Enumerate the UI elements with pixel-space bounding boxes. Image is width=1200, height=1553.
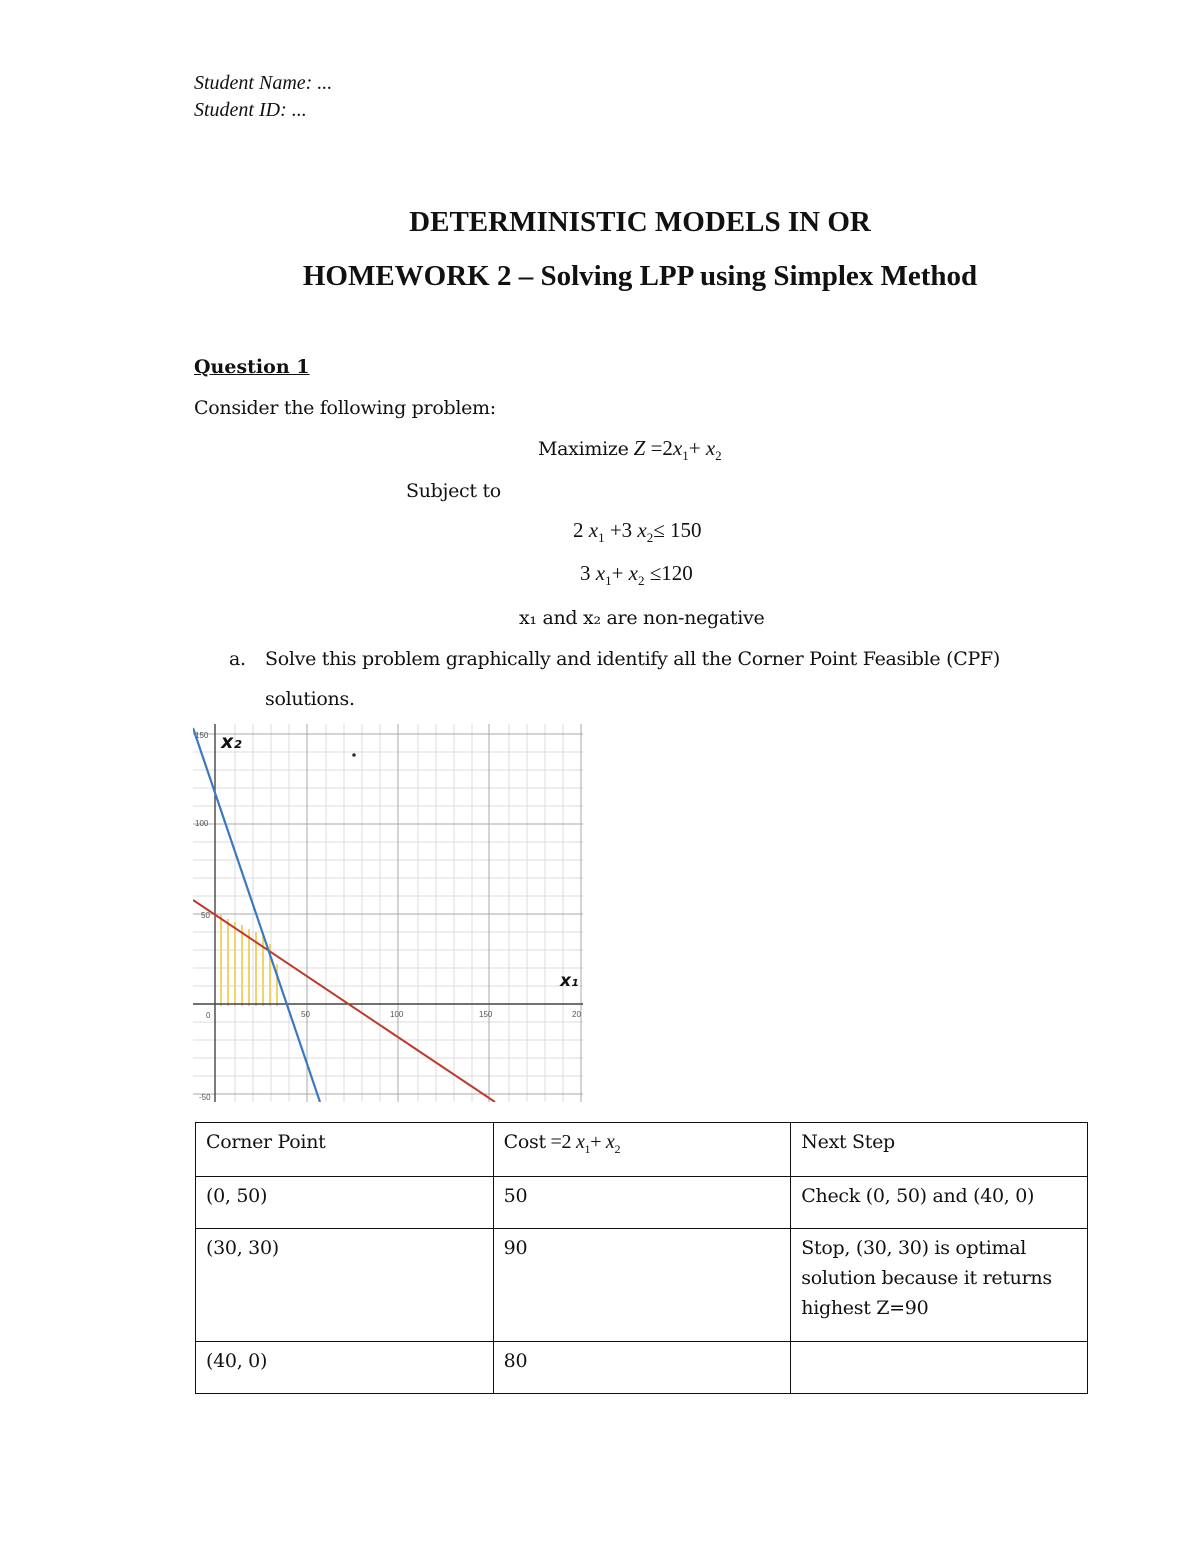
header-corner-point: Corner Point (206, 1131, 326, 1153)
x-tick: 150 (479, 1010, 493, 1019)
header-cell (791, 1123, 1088, 1177)
student-id: Student ID: ... (194, 99, 307, 121)
header-cell (493, 1123, 791, 1177)
y-axis-label: x₂ (221, 731, 242, 753)
constraint-2: 3 $x_1+ x_2 \le 120$ (580, 561, 693, 589)
x-tick: 20 (572, 1010, 581, 1019)
cell-next: Check (0, 50) and (40, 0) (791, 1177, 1088, 1229)
y-tick: 0 (206, 1011, 211, 1020)
part-a-marker: a. (229, 648, 246, 670)
student-name: Student Name: ... (194, 72, 333, 94)
cell-point: (30, 30) (196, 1229, 494, 1342)
cell-point: (0, 50) (196, 1177, 494, 1229)
cell-cost: 80 (493, 1342, 791, 1394)
cell-next (791, 1342, 1088, 1394)
table-row (196, 1342, 1088, 1394)
cpf-table (195, 1122, 1088, 1394)
header-cost-formula: =2 $x_1+ x_2$ (545, 1131, 621, 1156)
question-intro: Consider the following problem: (194, 397, 496, 419)
maximize-word: Maximize (538, 438, 629, 460)
x-axis-label: x₁ (560, 971, 579, 991)
y-tick: 50 (201, 911, 210, 920)
constraint-1: 2 $x_1 +3$ $x_2\le 150$ (573, 518, 702, 546)
header-cost-label: Cost (503, 1131, 546, 1153)
header-next-step: Next Step (801, 1131, 895, 1153)
part-a-text-line2: solutions. (265, 688, 355, 710)
course-title: DETERMINISTIC MODELS IN OR (409, 206, 871, 238)
nonnegativity: x₁ and x₂ are non-negative (519, 607, 765, 629)
y-tick: 150 (195, 731, 209, 740)
question-heading: Question 1 (194, 356, 310, 378)
table-header-row (196, 1123, 1088, 1177)
y-tick: 100 (195, 819, 209, 828)
y-tick: -50 (199, 1093, 211, 1102)
graph-background (193, 724, 583, 1102)
x-tick: 50 (301, 1010, 310, 1019)
cell-cost: 50 (493, 1177, 791, 1229)
header-cell (196, 1123, 494, 1177)
cell-cost: 90 (493, 1229, 791, 1342)
objective-function (538, 436, 722, 464)
stray-dot (352, 753, 356, 757)
subject-to: Subject to (406, 480, 501, 502)
table-row (196, 1177, 1088, 1229)
cell-next: Stop, (30, 30) is optimal solution because it returns highest Z=90 (791, 1229, 1088, 1342)
cpf-graph (193, 724, 583, 1102)
table-row (196, 1229, 1088, 1342)
cell-point: (40, 0) (196, 1342, 494, 1394)
x-tick: 100 (390, 1010, 404, 1019)
objective-expression: $Z =2x_1+ x_2$ (633, 436, 722, 464)
part-a-text-line1: Solve this problem graphically and identify all the Corner Point Feasible (CPF) (265, 648, 1000, 670)
homework-title: HOMEWORK 2 – Solving LPP using Simplex Method (302, 260, 978, 292)
